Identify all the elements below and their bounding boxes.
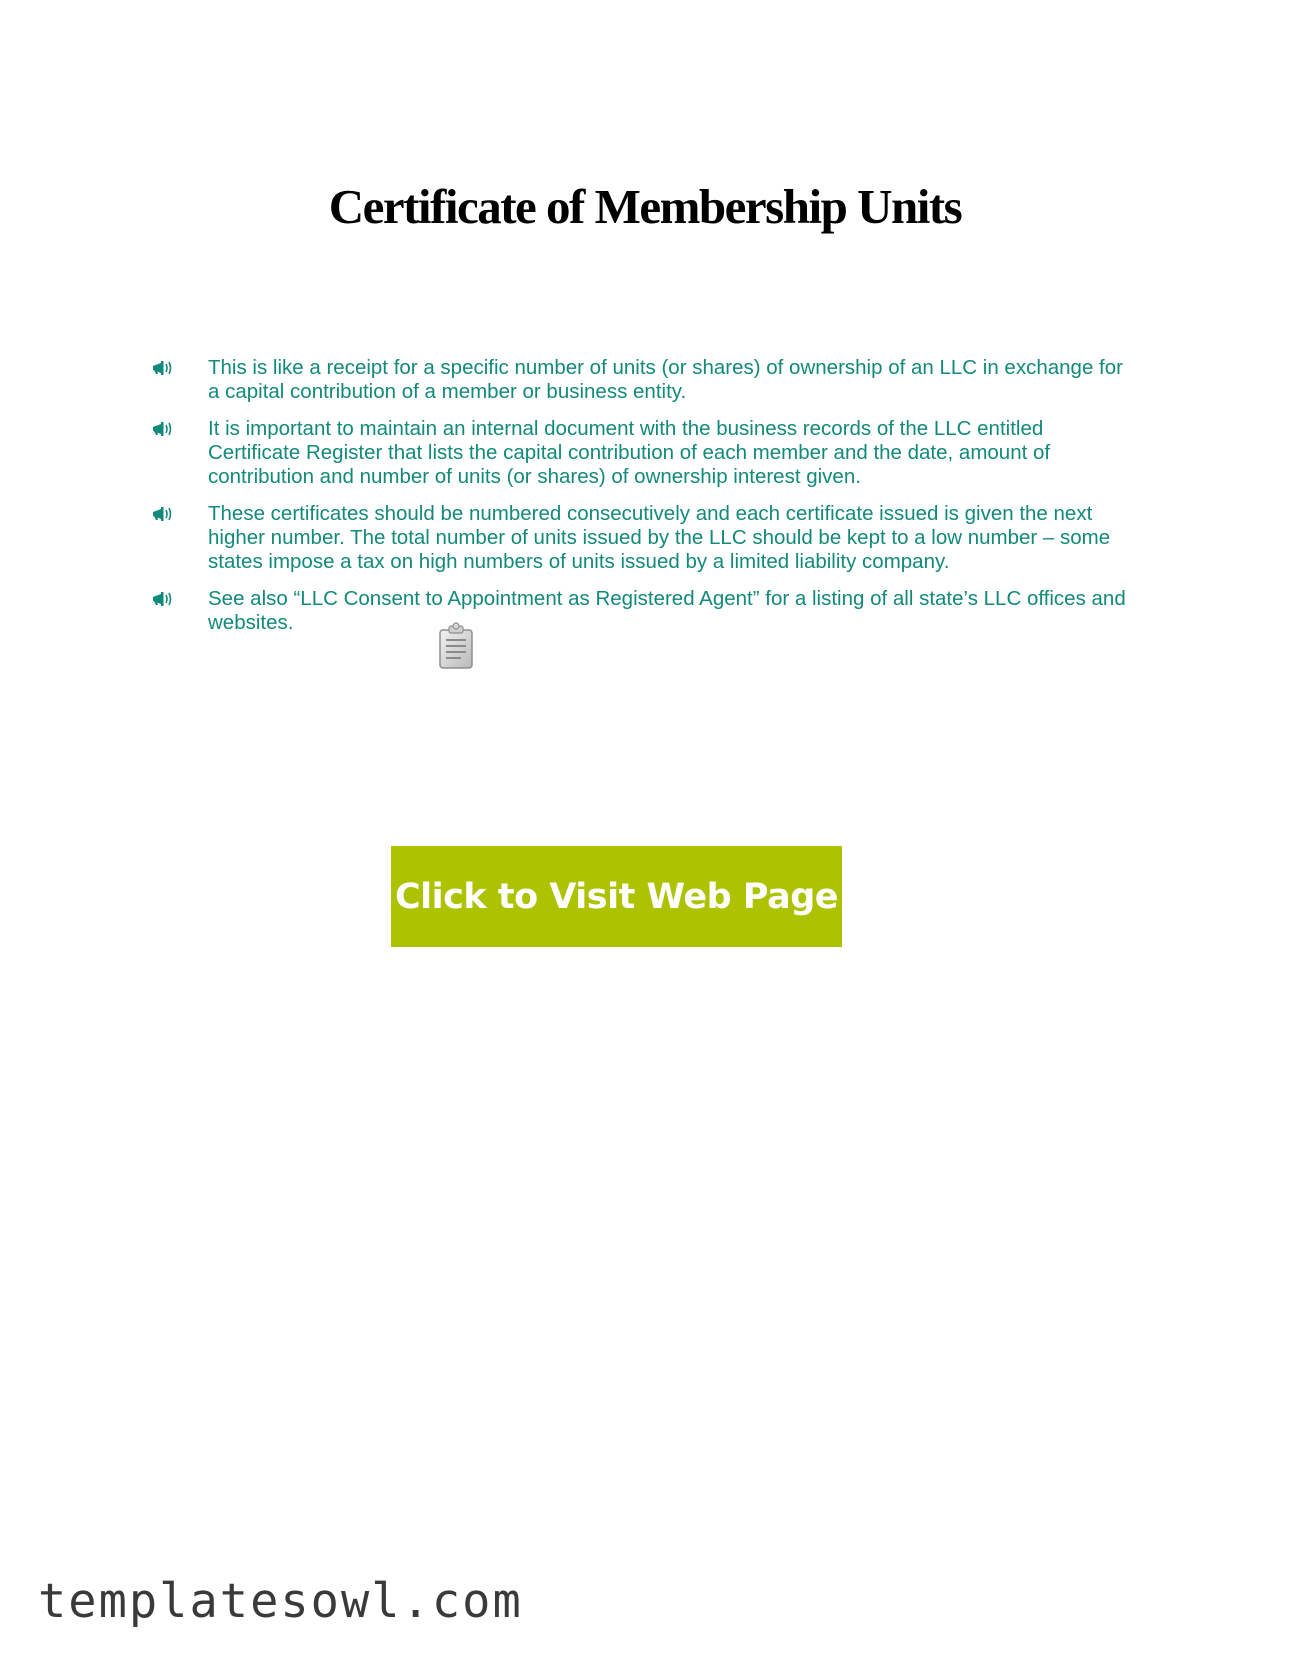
megaphone-icon (150, 589, 176, 609)
list-item (150, 356, 1140, 404)
megaphone-icon (150, 419, 176, 439)
list-item (150, 502, 1140, 574)
page-title: Certificate of Membership Units (328, 179, 962, 234)
clipboard-icon[interactable] (437, 622, 477, 670)
list-item (150, 587, 1140, 635)
bullet-text: It is important to maintain an internal document with the business records of the LLC entitled Certificate Register that lists the capital contribution of each member and the date, amount of contribution and number of units (or shares) of ownership interest given. (208, 417, 1051, 488)
megaphone-icon (150, 504, 176, 524)
megaphone-icon (150, 358, 176, 378)
bullet-list (150, 356, 1140, 648)
bullet-text: These certificates should be numbered consecutively and each certificate issued is given the next higher number. The total number of units issued by the LLC should be kept to a low number – some states impose a tax on high numbers of units issued by a limited liability company. (208, 502, 1111, 573)
visit-web-page-button[interactable]: Click to Visit Web Page (391, 846, 842, 947)
bullet-text: This is like a receipt for a specific number of units (or shares) of ownership of an LLC in exchange for a capital contribution of a member or business entity. (208, 356, 1123, 403)
watermark: templatesowl.com (38, 1574, 523, 1629)
list-item (150, 417, 1140, 489)
bullet-text: See also “LLC Consent to Appointment as Registered Agent” for a listing of all state’s LLC offices and websites. (208, 587, 1126, 634)
